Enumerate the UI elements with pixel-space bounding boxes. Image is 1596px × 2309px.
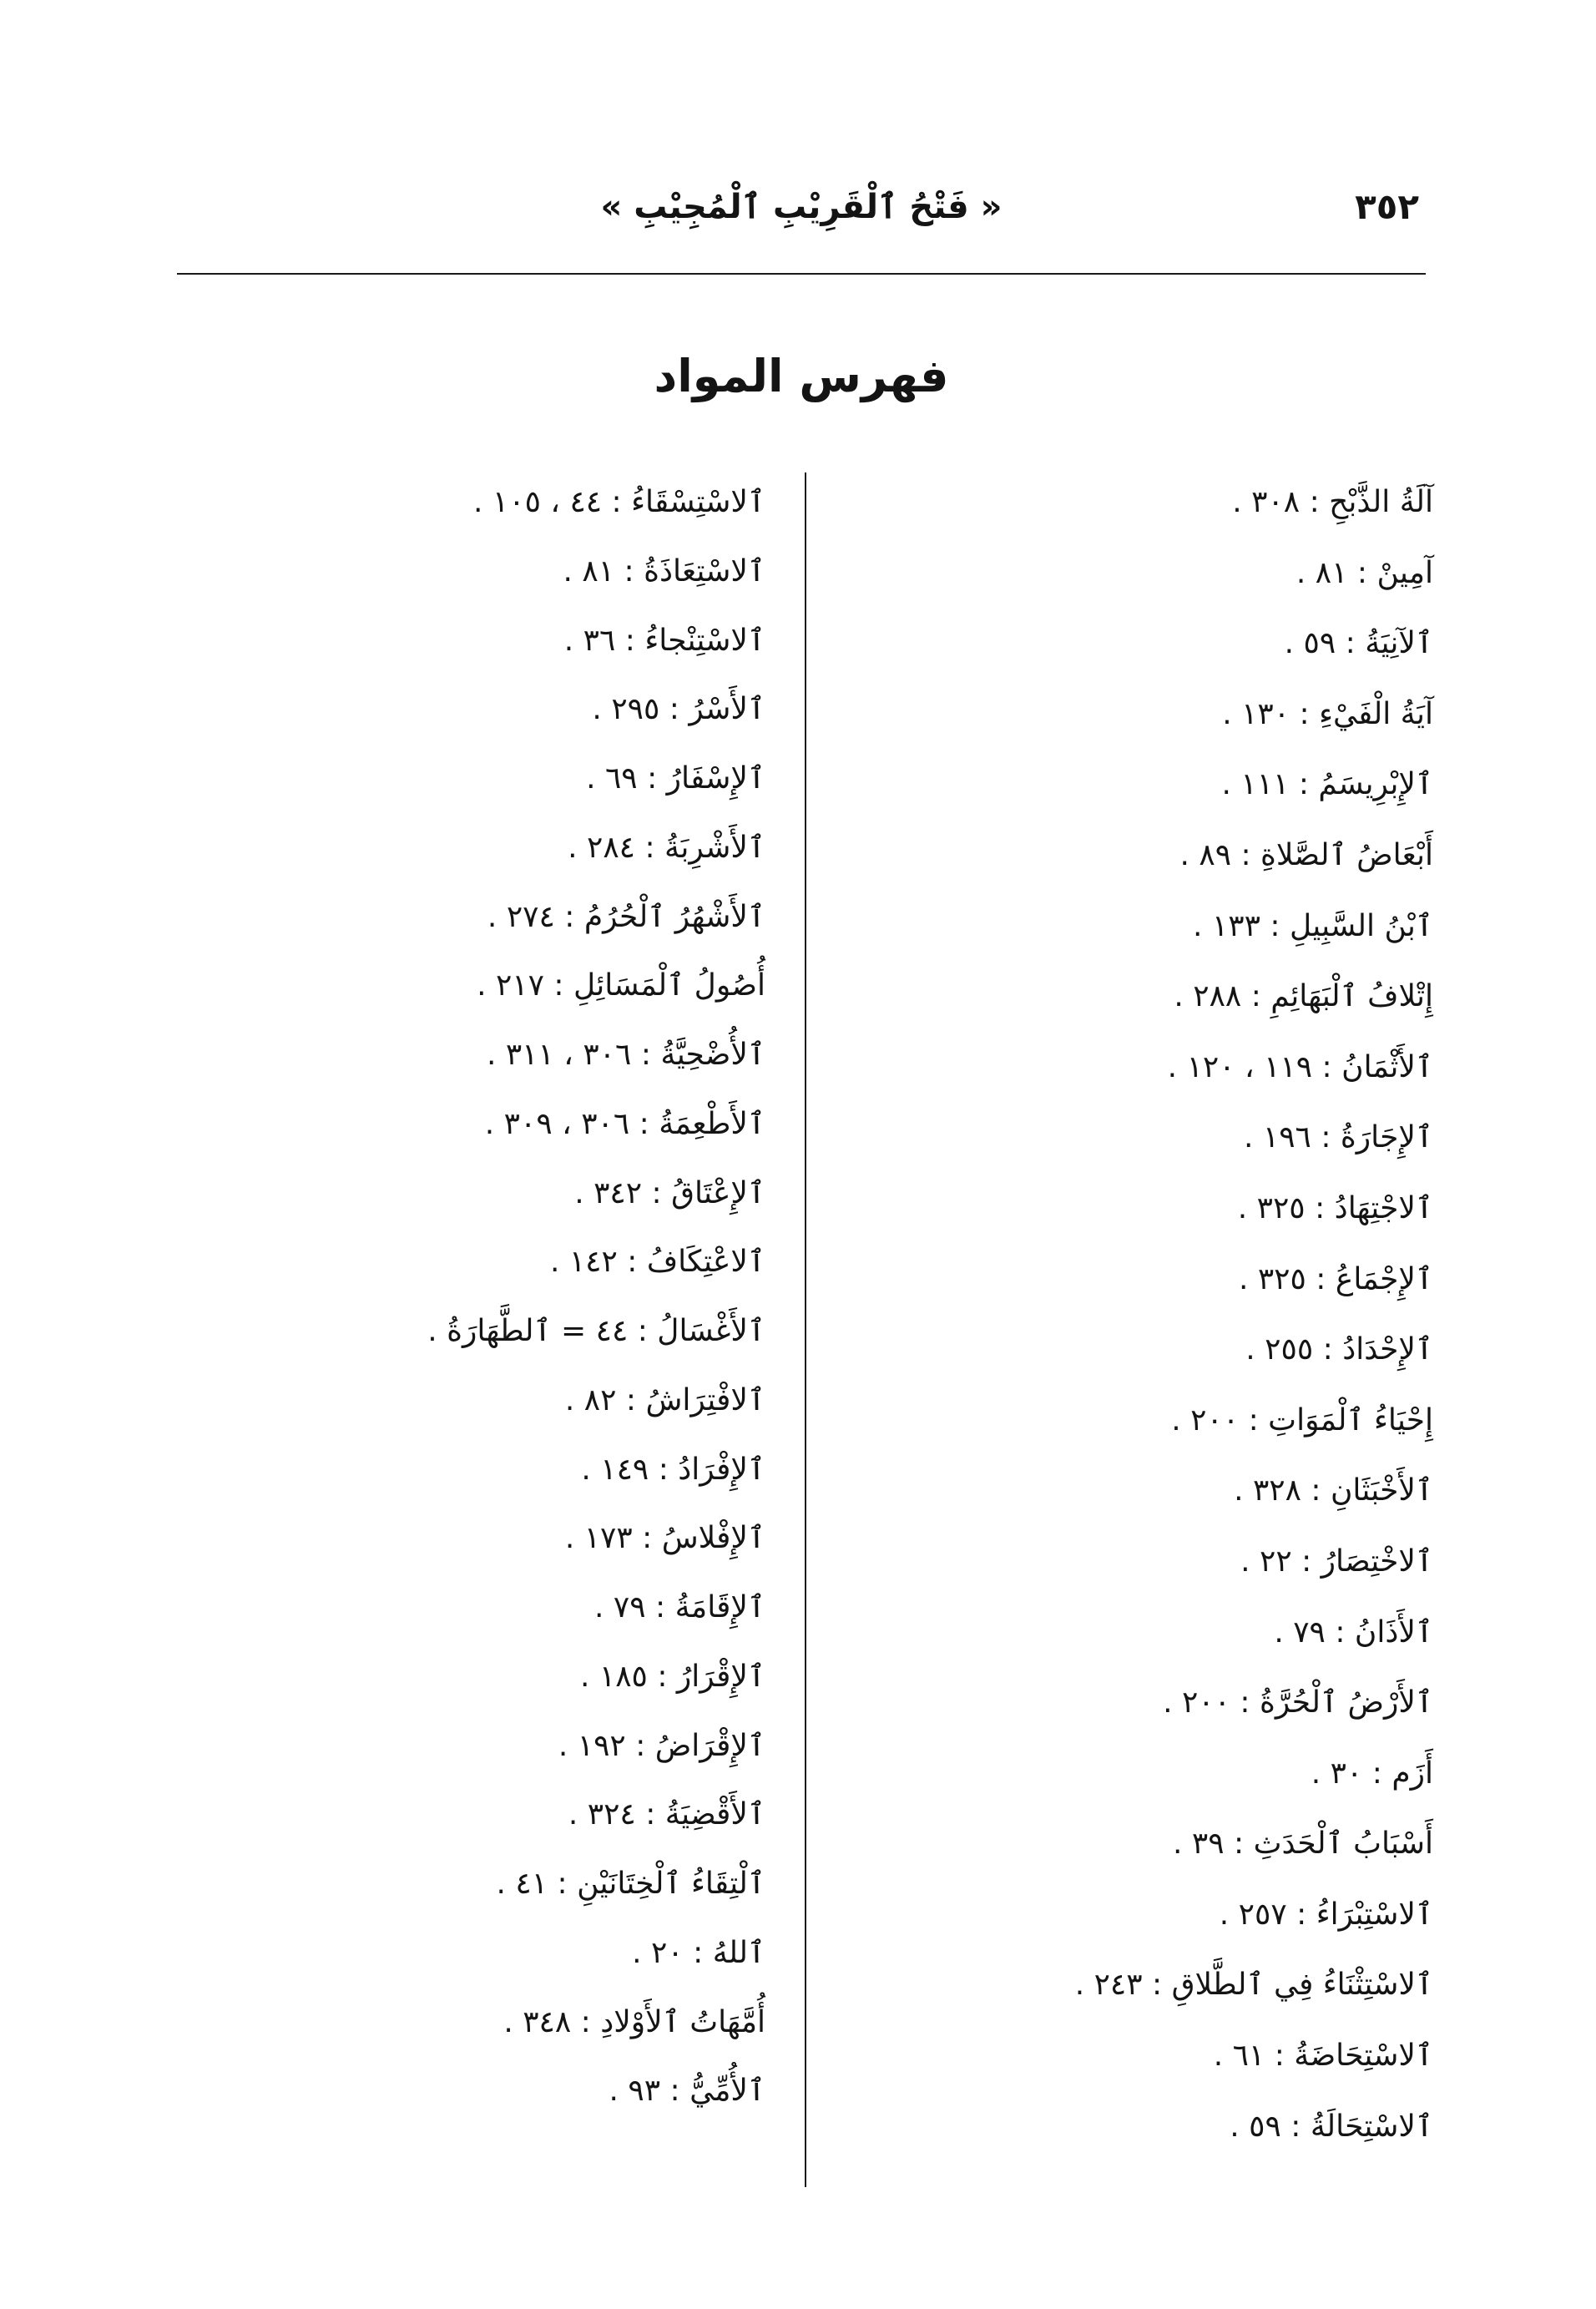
column-divider [805, 472, 806, 2187]
index-entry: آيَةُ الْفَيْءِ : ١٣٠ . [1222, 696, 1433, 731]
index-entry: ٱلإِقْرَارُ : ١٨٥ . [579, 1659, 765, 1694]
index-entry: ٱلافْتِرَاشُ : ٨٢ . [564, 1382, 765, 1417]
index-entry: ٱلإِبْرِيسَمُ : ١١١ . [1221, 767, 1433, 802]
index-entry: آلَةُ الذَّبْحِ : ٣٠٨ . [1232, 485, 1433, 519]
index-entry: أُصُولُ ٱلْمَسَائِلِ : ٢١٧ . [477, 968, 765, 1003]
index-entry: ٱلأَقْضِيَةُ : ٣٢٤ . [568, 1797, 765, 1832]
index-entry: ٱلْتِقَاءُ ٱلْخِتَانَيْنِ : ٤١ . [496, 1867, 765, 1901]
index-entry: ٱلإِجْمَاعُ : ٣٢٥ . [1238, 1261, 1433, 1296]
index-entry: ٱلأَرْضُ ٱلْحُرَّةُ : ٢٠٠ . [1163, 1685, 1433, 1720]
index-entry: ٱلإِجَارَةُ : ١٩٦ . [1243, 1120, 1433, 1155]
index-entry: ٱلاسْتِبْرَاءُ : ٢٥٧ . [1219, 1897, 1433, 1932]
index-entry: ٱلإِفْرَادُ : ١٤٩ . [581, 1452, 765, 1487]
index-entry: إِتْلافُ ٱلْبَهَائِمِ : ٢٨٨ . [1174, 979, 1433, 1014]
header-rule [177, 273, 1426, 275]
index-entry: ٱللهُ : ٢٠ . [632, 1935, 765, 1970]
index-entry: ٱلإِعْتَاقُ : ٣٤٢ . [574, 1175, 765, 1210]
index-entry: ٱلأَسْرُ : ٢٩٥ . [592, 692, 765, 727]
index-entry: ٱلأَثْمَانُ : ١١٩ ، ١٢٠ . [1167, 1049, 1433, 1084]
index-entry: ٱلاسْتِنْجاءُ : ٣٦ . [563, 623, 765, 658]
index-entry: آمِينْ : ٨١ . [1295, 555, 1433, 590]
index-entry: ٱلاسْتِحَالَةُ : ٥٩ . [1230, 2109, 1433, 2144]
index-entry: إِحْيَاءُ ٱلْمَوَاتِ : ٢٠٠ . [1171, 1402, 1433, 1437]
index-entry: ٱلاخْتِصَارُ : ٢٢ . [1240, 1544, 1433, 1579]
index-entry: ٱلأَخْبَثَانِ : ٣٢٨ . [1234, 1473, 1433, 1508]
index-entry: ٱلاجْتِهَادُ : ٣٢٥ . [1237, 1190, 1433, 1225]
index-entry: ٱلإِفْلاسُ : ١٧٣ . [564, 1521, 765, 1556]
index-entry: ٱلاسْتِثْنَاءُ فِي ٱلطَّلاقِ : ٢٤٣ . [1074, 1968, 1433, 2003]
index-entry: ٱلاسْتِسْقَاءُ : ٤٤ ، ١٠٥ . [473, 485, 765, 519]
section-title: فهرس المواد [654, 350, 949, 402]
index-entry: ٱلأَغْسَالُ : ٤٤ = ٱلطَّهَارَةُ . [427, 1314, 765, 1348]
index-entry: ٱلاسْتِحَاضَةُ : ٦١ . [1213, 2039, 1433, 2074]
index-entry: ٱلاسْتِعَاذَةُ : ٨١ . [563, 553, 765, 589]
index-entry: ٱلأَذَانُ : ٧٩ . [1274, 1614, 1433, 1650]
index-entry: ٱلاعْتِكَافُ : ١٤٢ . [549, 1245, 765, 1280]
index-entry: ٱلأَشْهُرُ ٱلْحُرُمُ : ٢٧٤ . [487, 899, 765, 934]
page-number: ٣٥٢ [1355, 186, 1419, 227]
index-entry: ٱلإِقْرَاضُ : ١٩٢ . [558, 1728, 765, 1763]
index-entry: ٱلأَطْعِمَةُ : ٣٠٦ ، ٣٠٩ . [484, 1106, 765, 1141]
index-column-right [849, 467, 1433, 2162]
index-entry: ٱلآنِيَةُ : ٥٩ . [1284, 626, 1433, 661]
index-entry: أَسْبَابُ ٱلْحَدَثِ : ٣٩ . [1173, 1826, 1433, 1862]
index-entry: ٱلإِحْدَادُ : ٢٥٥ . [1245, 1332, 1433, 1367]
index-entry: أَبْعَاضُ ٱلصَّلاةِ : ٨٩ . [1179, 837, 1433, 872]
index-entry: ٱلأُمِّيُّ : ٩٣ . [609, 2074, 765, 2109]
index-entry: ٱلأُضْحِيَّةُ : ٣٠٦ ، ٣١١ . [486, 1038, 765, 1072]
index-entry: أُمَّهَاتُ ٱلأَوْلادِ : ٣٤٨ . [503, 2004, 765, 2039]
running-header-title: « فَتْحُ ٱلْقَرِيْبِ ٱلْمُجِيْبِ » [600, 188, 1003, 226]
index-entry: ٱلإِسْفَارُ : ٦٩ . [586, 761, 765, 796]
index-entry: ٱبْنُ السَّبِيلِ : ١٣٣ . [1193, 908, 1433, 943]
index-entry: أَزَم : ٣٠ . [1311, 1756, 1433, 1791]
index-entry: ٱلأَشْرِبَةُ : ٢٨٤ . [568, 830, 765, 865]
index-column-left [181, 468, 765, 2126]
index-entry: ٱلإِقَامَةُ : ٧٩ . [594, 1590, 765, 1624]
